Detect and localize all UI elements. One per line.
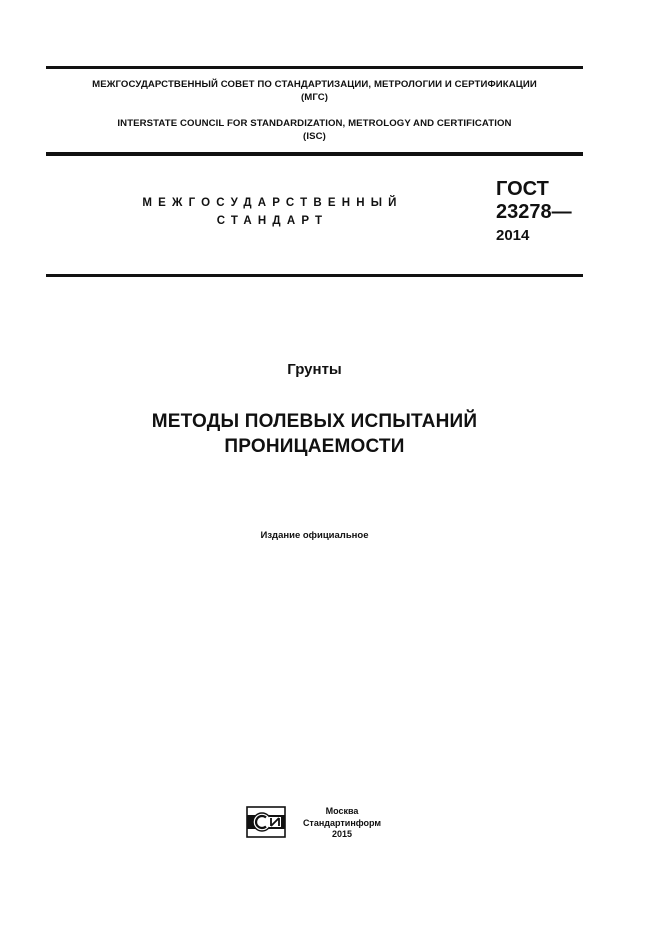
council-en-line2: (ISC)	[303, 131, 326, 142]
title-line2: ПРОНИЦАЕМОСТИ	[224, 436, 405, 457]
standard-rule	[46, 274, 583, 277]
gost-designation	[496, 178, 572, 245]
edition-label: Издание официальное	[260, 530, 369, 541]
publisher-year: 2015	[331, 829, 353, 839]
document-title	[46, 409, 583, 459]
standard-label	[110, 194, 435, 230]
standard-label-line2: СТАНДАРТ	[216, 215, 329, 227]
top-rule	[46, 66, 583, 69]
publisher-name: Стандартинформ	[302, 817, 382, 828]
council-ru-line2: (МГС)	[300, 92, 329, 103]
gost-year: 2014	[496, 227, 530, 244]
gost-number: 23278—	[496, 201, 572, 223]
council-ru-line1: МЕЖГОСУДАРСТВЕННЫЙ СОВЕТ ПО СТАНДАРТИЗАЦИИ, МЕТРОЛОГИИ И СЕРТИФИКАЦИИ	[92, 79, 537, 90]
subject-heading: Грунты	[287, 361, 342, 378]
standard-label-line1: МЕЖГОСУДАРСТВЕННЫЙ	[142, 197, 403, 209]
gost-label: ГОСТ	[496, 178, 549, 200]
council-header	[46, 78, 583, 143]
publisher-city: Москва	[325, 806, 359, 816]
title-line1: МЕТОДЫ ПОЛЕВЫХ ИСПЫТАНИЙ	[151, 411, 478, 432]
standartinform-logo-icon	[246, 806, 286, 838]
publisher-info	[300, 806, 384, 841]
council-en-line1: INTERSTATE COUNCIL FOR STANDARDIZATION, METROLOGY AND CERTIFICATION	[117, 118, 512, 129]
header-rule-thick	[46, 152, 583, 156]
